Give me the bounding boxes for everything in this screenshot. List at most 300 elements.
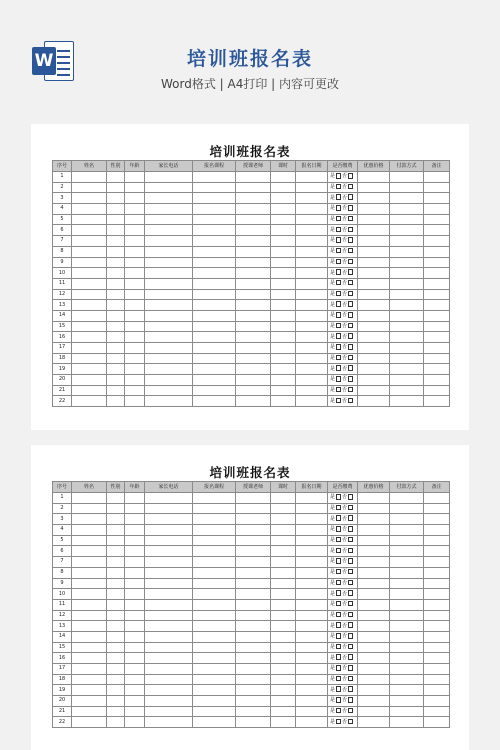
table-cell bbox=[107, 674, 125, 685]
table-cell bbox=[271, 493, 296, 504]
table-row bbox=[53, 278, 450, 289]
table-cell bbox=[236, 610, 271, 621]
table-cell bbox=[358, 343, 390, 354]
table-cell bbox=[72, 321, 107, 332]
table-cell bbox=[193, 193, 236, 204]
table-cell bbox=[145, 599, 193, 610]
table-cell bbox=[236, 214, 271, 225]
table-cell bbox=[145, 289, 193, 300]
table-cell bbox=[424, 610, 450, 621]
table-cell bbox=[72, 514, 107, 525]
table-cell bbox=[296, 706, 328, 717]
table-cell bbox=[125, 642, 145, 653]
table-cell bbox=[193, 268, 236, 279]
table-cell bbox=[271, 717, 296, 728]
table-cell bbox=[358, 674, 390, 685]
table-cell bbox=[125, 193, 145, 204]
table-cell bbox=[107, 546, 125, 557]
table-cell bbox=[236, 332, 271, 343]
table-cell bbox=[236, 246, 271, 257]
table-cell bbox=[424, 268, 450, 279]
row-number: 6 bbox=[53, 546, 72, 557]
table-cell bbox=[236, 172, 271, 183]
table-cell bbox=[145, 172, 193, 183]
table-cell bbox=[236, 353, 271, 364]
table-cell bbox=[236, 631, 271, 642]
paid-options bbox=[328, 204, 358, 215]
checkbox-icon bbox=[348, 280, 354, 286]
paid-no-label: 否 bbox=[342, 643, 348, 650]
table-cell bbox=[145, 375, 193, 386]
table-cell bbox=[358, 300, 390, 311]
table-cell bbox=[236, 567, 271, 578]
paid-options bbox=[328, 225, 358, 236]
paid-no-label: 否 bbox=[342, 312, 348, 319]
table-cell bbox=[390, 696, 424, 707]
paid-no-label: 否 bbox=[342, 280, 348, 287]
table-cell bbox=[390, 278, 424, 289]
checkbox-icon bbox=[348, 654, 354, 660]
paid-options bbox=[328, 696, 358, 707]
checkbox-icon bbox=[348, 205, 354, 211]
page-subtitle: Word格式 | A4打印 | 内容可更改 bbox=[160, 77, 340, 91]
page-header bbox=[0, 0, 500, 120]
table-cell bbox=[358, 535, 390, 546]
table-cell bbox=[236, 653, 271, 664]
table-cell bbox=[107, 599, 125, 610]
table-cell bbox=[390, 674, 424, 685]
paid-yes-label: 是 bbox=[330, 526, 336, 533]
checkbox-icon bbox=[336, 365, 342, 371]
table-cell bbox=[358, 557, 390, 568]
table-cell bbox=[107, 343, 125, 354]
table-cell bbox=[72, 621, 107, 632]
row-number: 12 bbox=[53, 610, 72, 621]
table-cell bbox=[193, 589, 236, 600]
table-cell bbox=[72, 599, 107, 610]
table-cell bbox=[145, 493, 193, 504]
table-cell bbox=[236, 642, 271, 653]
table-cell bbox=[193, 289, 236, 300]
paid-yes-label: 是 bbox=[330, 216, 336, 223]
table-cell bbox=[72, 589, 107, 600]
column-header: 家长电话 bbox=[145, 161, 193, 172]
table-cell bbox=[193, 706, 236, 717]
table-cell bbox=[424, 204, 450, 215]
column-header: 报名课程 bbox=[193, 161, 236, 172]
table-cell bbox=[271, 278, 296, 289]
checkbox-icon bbox=[348, 569, 354, 575]
paid-options bbox=[328, 589, 358, 600]
table-cell bbox=[271, 300, 296, 311]
table-cell bbox=[271, 332, 296, 343]
table-cell bbox=[125, 599, 145, 610]
table-cell bbox=[271, 396, 296, 407]
table-cell bbox=[145, 610, 193, 621]
table-cell bbox=[236, 375, 271, 386]
paid-options bbox=[328, 343, 358, 354]
checkbox-icon bbox=[336, 569, 342, 575]
table-cell bbox=[193, 674, 236, 685]
page-title: 培训班报名表 bbox=[186, 48, 313, 70]
table-cell bbox=[72, 214, 107, 225]
paid-yes-label: 是 bbox=[330, 237, 336, 244]
paid-no-label: 否 bbox=[342, 173, 348, 180]
paid-options bbox=[328, 642, 358, 653]
paid-options bbox=[328, 610, 358, 621]
paid-no-label: 否 bbox=[342, 697, 348, 704]
table-cell bbox=[390, 353, 424, 364]
table-cell bbox=[193, 696, 236, 707]
table-cell bbox=[72, 375, 107, 386]
table-cell bbox=[125, 664, 145, 675]
table-cell bbox=[390, 289, 424, 300]
table-cell bbox=[125, 246, 145, 257]
table-cell bbox=[72, 236, 107, 247]
row-number: 22 bbox=[53, 717, 72, 728]
table-row bbox=[53, 396, 450, 407]
table-cell bbox=[193, 246, 236, 257]
table-cell bbox=[107, 236, 125, 247]
row-number: 13 bbox=[53, 621, 72, 632]
table-cell bbox=[390, 653, 424, 664]
checkbox-icon bbox=[348, 548, 354, 554]
table-cell bbox=[390, 557, 424, 568]
table-cell bbox=[271, 567, 296, 578]
table-cell bbox=[145, 214, 193, 225]
checkbox-icon bbox=[336, 708, 342, 714]
table-cell bbox=[193, 343, 236, 354]
table-cell bbox=[107, 535, 125, 546]
paid-no-label: 否 bbox=[342, 387, 348, 394]
table-cell bbox=[358, 375, 390, 386]
table-cell bbox=[236, 578, 271, 589]
table-cell bbox=[145, 546, 193, 557]
table-cell bbox=[145, 364, 193, 375]
row-number: 22 bbox=[53, 396, 72, 407]
table-cell bbox=[390, 546, 424, 557]
checkbox-icon bbox=[336, 537, 342, 543]
table-cell bbox=[193, 204, 236, 215]
column-header: 序号 bbox=[53, 482, 72, 493]
table-row bbox=[53, 589, 450, 600]
table-cell bbox=[390, 214, 424, 225]
checkbox-icon bbox=[336, 323, 342, 329]
checkbox-icon bbox=[348, 494, 354, 500]
table-cell bbox=[424, 321, 450, 332]
table-cell bbox=[236, 535, 271, 546]
table-cell bbox=[358, 353, 390, 364]
table-cell bbox=[72, 578, 107, 589]
paid-no-label: 否 bbox=[342, 237, 348, 244]
table-cell bbox=[358, 621, 390, 632]
table-cell bbox=[390, 589, 424, 600]
table-row bbox=[53, 567, 450, 578]
table-cell bbox=[271, 706, 296, 717]
paid-options bbox=[328, 278, 358, 289]
table-cell bbox=[236, 204, 271, 215]
paid-yes-label: 是 bbox=[330, 258, 336, 265]
paid-yes-label: 是 bbox=[330, 387, 336, 394]
table-cell bbox=[107, 717, 125, 728]
checkbox-icon bbox=[348, 622, 354, 628]
table-cell bbox=[358, 321, 390, 332]
table-cell bbox=[271, 343, 296, 354]
checkbox-icon bbox=[348, 537, 354, 543]
paid-yes-label: 是 bbox=[330, 676, 336, 683]
table-cell bbox=[107, 268, 125, 279]
table-cell bbox=[271, 385, 296, 396]
paid-no-label: 否 bbox=[342, 494, 348, 501]
paid-no-label: 否 bbox=[342, 537, 348, 544]
table-cell bbox=[390, 685, 424, 696]
table-cell bbox=[107, 353, 125, 364]
checkbox-icon bbox=[336, 216, 342, 222]
checkbox-icon bbox=[348, 515, 354, 521]
table-cell bbox=[72, 653, 107, 664]
table-cell bbox=[296, 642, 328, 653]
checkbox-icon bbox=[336, 194, 342, 200]
table-cell bbox=[193, 578, 236, 589]
paid-yes-label: 是 bbox=[330, 622, 336, 629]
table-cell bbox=[390, 257, 424, 268]
row-number: 8 bbox=[53, 567, 72, 578]
table-cell bbox=[296, 182, 328, 193]
table-cell bbox=[424, 674, 450, 685]
table-cell bbox=[72, 310, 107, 321]
table-cell bbox=[236, 225, 271, 236]
checkbox-icon bbox=[336, 205, 342, 211]
checkbox-icon bbox=[336, 376, 342, 382]
paid-no-label: 否 bbox=[342, 601, 348, 608]
table-cell bbox=[125, 310, 145, 321]
row-number: 14 bbox=[53, 310, 72, 321]
table-cell bbox=[125, 525, 145, 536]
table-cell bbox=[271, 246, 296, 257]
paid-no-label: 否 bbox=[342, 622, 348, 629]
table-cell bbox=[424, 578, 450, 589]
table-cell bbox=[236, 396, 271, 407]
checkbox-icon bbox=[348, 237, 354, 243]
table-row bbox=[53, 172, 450, 183]
table-cell bbox=[358, 642, 390, 653]
row-number: 4 bbox=[53, 525, 72, 536]
table-cell bbox=[296, 300, 328, 311]
row-number: 18 bbox=[53, 674, 72, 685]
table-cell bbox=[390, 493, 424, 504]
paid-yes-label: 是 bbox=[330, 301, 336, 308]
table-cell bbox=[271, 696, 296, 707]
row-number: 11 bbox=[53, 278, 72, 289]
paid-yes-label: 是 bbox=[330, 515, 336, 522]
table-cell bbox=[125, 546, 145, 557]
table-cell bbox=[107, 696, 125, 707]
table-cell bbox=[125, 300, 145, 311]
checkbox-icon bbox=[336, 301, 342, 307]
table-row bbox=[53, 493, 450, 504]
checkbox-icon bbox=[336, 515, 342, 521]
checkbox-icon bbox=[336, 312, 342, 318]
paid-no-label: 否 bbox=[342, 248, 348, 255]
table-cell bbox=[72, 193, 107, 204]
table-cell bbox=[72, 182, 107, 193]
checkbox-icon bbox=[348, 633, 354, 639]
table-cell bbox=[296, 214, 328, 225]
table-cell bbox=[358, 236, 390, 247]
table-cell bbox=[145, 525, 193, 536]
table-cell bbox=[390, 599, 424, 610]
table-cell bbox=[358, 396, 390, 407]
row-number: 12 bbox=[53, 289, 72, 300]
table-cell bbox=[236, 557, 271, 568]
table-row bbox=[53, 310, 450, 321]
table-cell bbox=[145, 621, 193, 632]
table-cell bbox=[236, 546, 271, 557]
table-cell bbox=[296, 343, 328, 354]
table-cell bbox=[125, 567, 145, 578]
table-body bbox=[53, 172, 450, 407]
checkbox-icon bbox=[336, 676, 342, 682]
table-row bbox=[53, 257, 450, 268]
table-cell bbox=[424, 706, 450, 717]
table-cell bbox=[107, 204, 125, 215]
table-cell bbox=[107, 685, 125, 696]
table-cell bbox=[358, 268, 390, 279]
table-cell bbox=[271, 664, 296, 675]
table-cell bbox=[424, 546, 450, 557]
table-cell bbox=[72, 268, 107, 279]
row-number: 5 bbox=[53, 214, 72, 225]
table-cell bbox=[72, 610, 107, 621]
table-cell bbox=[236, 310, 271, 321]
table-cell bbox=[236, 589, 271, 600]
paid-options bbox=[328, 546, 358, 557]
checkbox-icon bbox=[348, 344, 354, 350]
table-cell bbox=[72, 364, 107, 375]
column-header: 性别 bbox=[107, 482, 125, 493]
table-cell bbox=[125, 621, 145, 632]
paid-no-label: 否 bbox=[342, 184, 348, 191]
table-cell bbox=[424, 396, 450, 407]
table-cell bbox=[145, 343, 193, 354]
paid-options bbox=[328, 525, 358, 536]
checkbox-icon bbox=[348, 387, 354, 393]
table-cell bbox=[296, 535, 328, 546]
table-cell bbox=[296, 525, 328, 536]
table-cell bbox=[271, 578, 296, 589]
table-cell bbox=[72, 535, 107, 546]
table-cell bbox=[271, 653, 296, 664]
table-cell bbox=[424, 493, 450, 504]
checkbox-icon bbox=[348, 708, 354, 714]
paid-no-label: 否 bbox=[342, 269, 348, 276]
table-row bbox=[53, 599, 450, 610]
table-cell bbox=[358, 653, 390, 664]
table-cell bbox=[236, 685, 271, 696]
paid-yes-label: 是 bbox=[330, 708, 336, 715]
table-cell bbox=[358, 332, 390, 343]
checkbox-icon bbox=[348, 590, 354, 596]
checkbox-icon bbox=[348, 301, 354, 307]
table-cell bbox=[296, 546, 328, 557]
paid-options bbox=[328, 193, 358, 204]
paid-options bbox=[328, 674, 358, 685]
table-cell bbox=[358, 225, 390, 236]
table-cell bbox=[107, 321, 125, 332]
table-cell bbox=[193, 525, 236, 536]
table-cell bbox=[296, 514, 328, 525]
table-cell bbox=[296, 332, 328, 343]
table-row bbox=[53, 621, 450, 632]
paid-yes-label: 是 bbox=[330, 547, 336, 554]
table-cell bbox=[193, 642, 236, 653]
table-cell bbox=[107, 706, 125, 717]
table-cell bbox=[271, 503, 296, 514]
table-cell bbox=[390, 172, 424, 183]
checkbox-icon bbox=[348, 580, 354, 586]
paid-no-label: 否 bbox=[342, 633, 348, 640]
checkbox-icon bbox=[348, 558, 354, 564]
table-cell bbox=[72, 696, 107, 707]
table-cell bbox=[390, 535, 424, 546]
table-row bbox=[53, 300, 450, 311]
table-cell bbox=[125, 172, 145, 183]
paid-yes-label: 是 bbox=[330, 686, 336, 693]
column-header: 报名课程 bbox=[193, 482, 236, 493]
table-cell bbox=[145, 706, 193, 717]
checkbox-icon bbox=[348, 719, 354, 725]
table-cell bbox=[125, 289, 145, 300]
table-row bbox=[53, 717, 450, 728]
checkbox-icon bbox=[348, 227, 354, 233]
table-cell bbox=[424, 642, 450, 653]
table-cell bbox=[424, 717, 450, 728]
table-cell bbox=[193, 257, 236, 268]
table-row bbox=[53, 193, 450, 204]
row-number: 6 bbox=[53, 225, 72, 236]
table-cell bbox=[424, 696, 450, 707]
table-cell bbox=[193, 396, 236, 407]
table-cell bbox=[72, 674, 107, 685]
table-cell bbox=[296, 375, 328, 386]
table-cell bbox=[72, 546, 107, 557]
paid-options bbox=[328, 503, 358, 514]
table-row bbox=[53, 503, 450, 514]
checkbox-icon bbox=[336, 654, 342, 660]
checkbox-icon bbox=[336, 333, 342, 339]
row-number: 9 bbox=[53, 257, 72, 268]
table-cell bbox=[390, 642, 424, 653]
paid-no-label: 否 bbox=[342, 718, 348, 725]
table-cell bbox=[424, 557, 450, 568]
checkbox-icon bbox=[336, 622, 342, 628]
row-number: 21 bbox=[53, 706, 72, 717]
table-cell bbox=[424, 172, 450, 183]
paid-no-label: 否 bbox=[342, 579, 348, 586]
table-cell bbox=[107, 514, 125, 525]
table-cell bbox=[236, 514, 271, 525]
table-cell bbox=[125, 717, 145, 728]
table-cell bbox=[271, 268, 296, 279]
table-cell bbox=[125, 214, 145, 225]
table-cell bbox=[390, 332, 424, 343]
checkbox-icon bbox=[348, 676, 354, 682]
paid-yes-label: 是 bbox=[330, 654, 336, 661]
table-cell bbox=[107, 493, 125, 504]
row-number: 2 bbox=[53, 503, 72, 514]
table-cell bbox=[358, 278, 390, 289]
table-cell bbox=[271, 631, 296, 642]
